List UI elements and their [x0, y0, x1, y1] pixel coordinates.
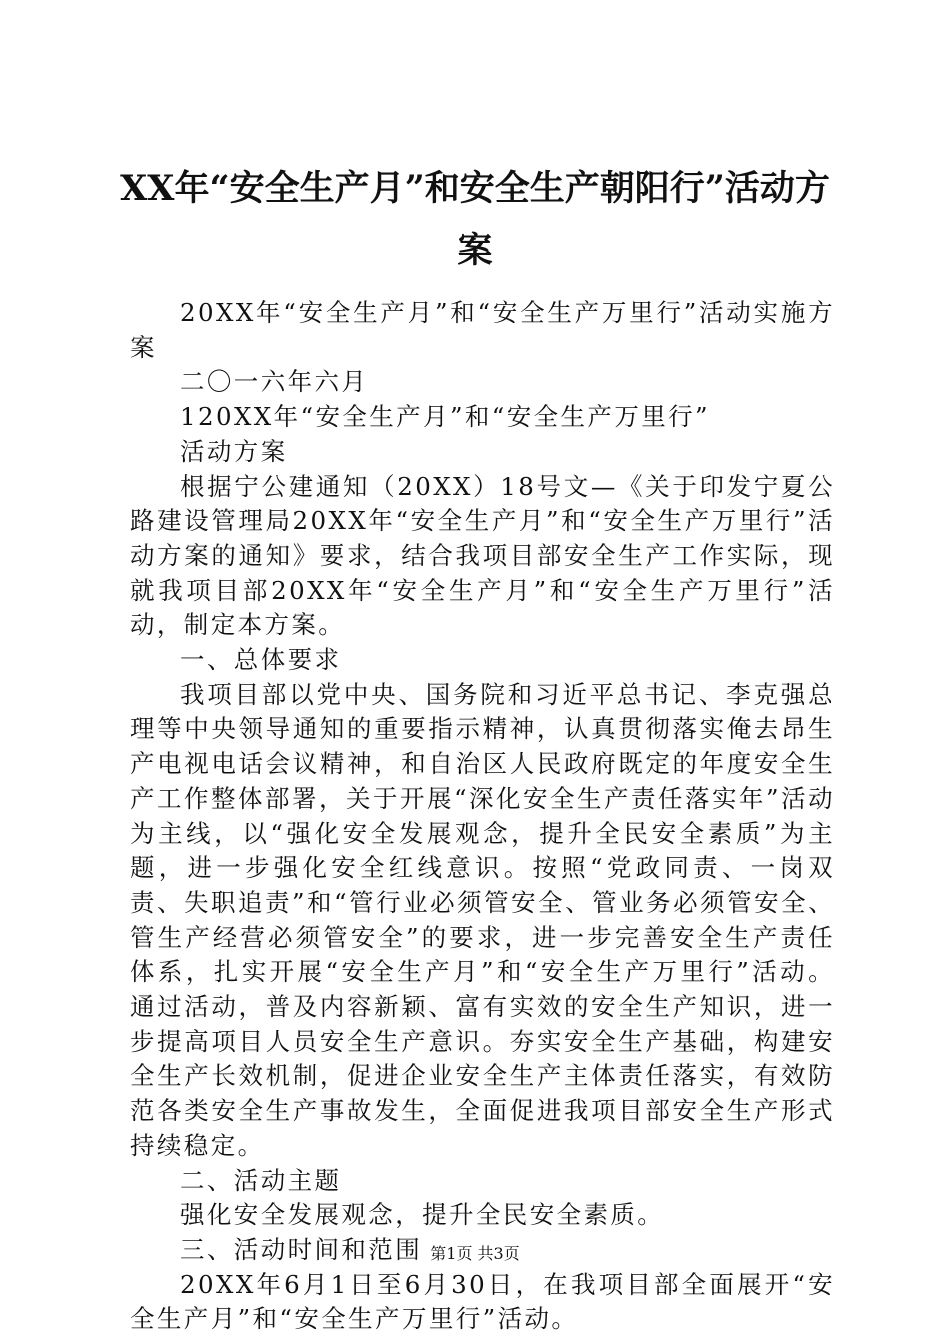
- section-heading: 二、活动主题: [180, 1165, 342, 1195]
- paragraph: 二〇一六年六月: [180, 367, 369, 397]
- paragraph: 20XX年6月1日至6月30日，在我项目部全面展开“安全生产月”和“安全生产万里行”活动。: [130, 1269, 835, 1334]
- section-heading: 一、总体要求: [180, 645, 342, 675]
- section-heading: 三、活动时间和范围: [180, 1234, 423, 1264]
- paragraph: 120XX年“安全生产月”和“安全生产万里行”: [180, 402, 710, 432]
- paragraph: 强化安全发展观念，提升全民安全素质。: [180, 1200, 665, 1230]
- document-title: XX年“安全生产月”和安全生产朝阳行”活动方案: [120, 168, 830, 271]
- page-footer: 第1页 共3页: [430, 1244, 520, 1263]
- document-body: [130, 296, 835, 1337]
- paragraph: 根据宁公建通知（20XX）18号文—《关于印发宁夏公路建设管理局20XX年“安全生产月”和“安全生产万里行”活动方案的通知》要求，结合我项目部安全生产工作实际，现就我项目部20XX年“安全生产月”和“安全生产万里行”活动，制定本方案。: [130, 471, 835, 640]
- paragraph: 我项目部以党中央、国务院和习近平总书记、李克强总理等中央领导通知的重要指示精神，认真贯彻落实俺去昂生产电视电话会议精神，和自治区人民政府既定的年度安全生产工作整体部署，关于开展“深化安全生产责任落实年”活动为主线，以“强化安全发展观念，提升全民安全素质”为主题，进一步强化安全红线意识。按照“党政同责、一岗双责、失职追责”和“管行业必须管安全、管业务必须管安全、管生产经营必须管安全”的要求，进一步完善安全生产责任体系，扎实开展“安全生产月”和“安全生产万里行”活动。通过活动，普及内容新颖、富有实效的安全生产知识，进一步提高项目人员安全生产意识。夯实安全生产基础，构建安全生产长效机制，促进企业安全生产主体责任落实，有效防范各类安全生产事故发生，全面促进我项目部安全生产形式持续稳定。: [130, 679, 835, 1160]
- paragraph: 活动方案: [180, 436, 288, 466]
- paragraph: 20XX年“安全生产月”和“安全生产万里行”活动实施方案: [130, 298, 835, 362]
